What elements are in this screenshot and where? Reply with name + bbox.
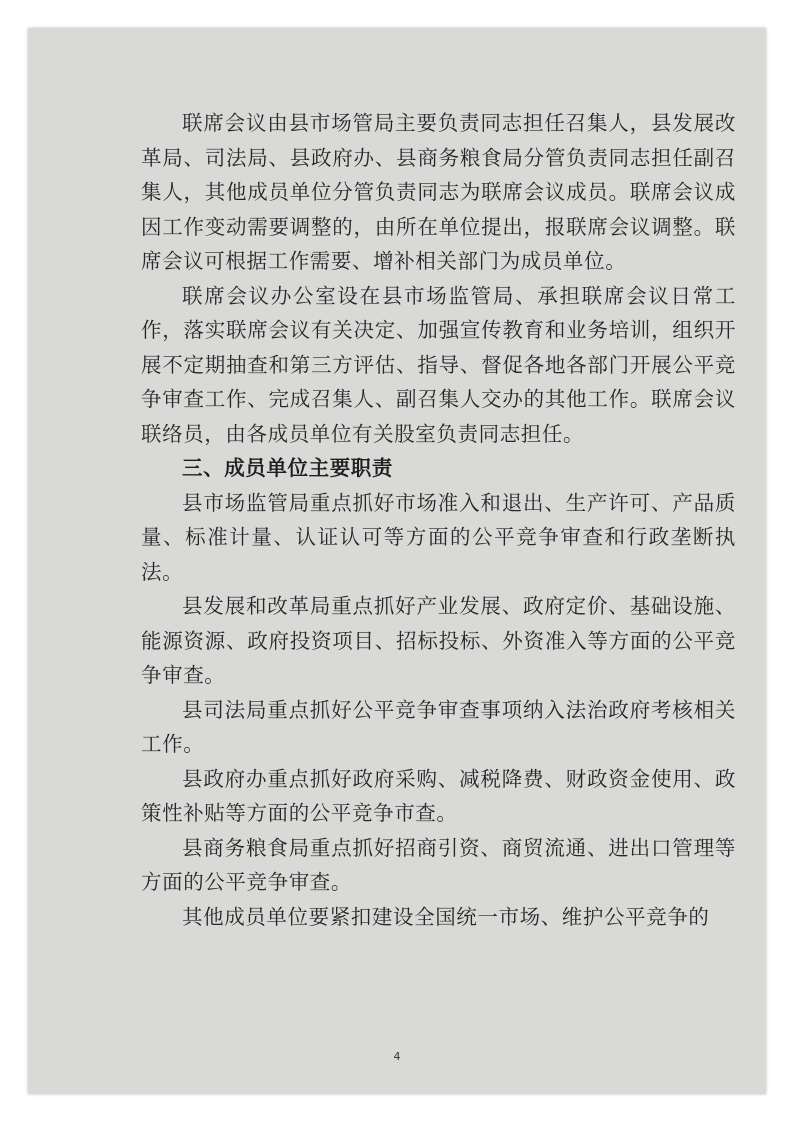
paragraph-office: 联席会议办公室设在县市场监管局、承担联席会议日常工作，落实联席会议有关决定、加强宣传教育和业务培训，组织开展不定期抽查和第三方评估、指导、督促各地各部门开展公平竞争审查工作、完成召集人、副召集人交办的其他工作。联席会议联络员，由各成员单位有关股室负责同志担任。 [141, 283, 736, 446]
paragraph-justice: 县司法局重点抓好公平竞争审查事项纳入法治政府考核相关工作。 [141, 697, 736, 756]
paragraph-development-reform: 县发展和改革局重点抓好产业发展、政府定价、基础设施、能源资源、政府投资项目、招标投标、外资准入等方面的公平竞争审查。 [141, 594, 736, 687]
paragraph-commerce-grain: 县商务粮食局重点抓好招商引资、商贸流通、进出口管理等方面的公平竞争审查。 [141, 835, 736, 894]
paragraph-government-office: 县政府办重点抓好政府采购、减税降费、财政资金使用、政策性补贴等方面的公平竞争市查。 [141, 766, 736, 825]
page-number: 4 [393, 1050, 401, 1063]
paragraph-convenor: 联席会议由县市场管局主要负责同志担任召集人，县发展改革局、司法局、县政府办、县商务粮食局分管负责同志担任副召集人，其他成员单位分管负责同志为联席会议成员。联席会议成因工作变动需要调整的，由所在单位提出，报联席会议调整。联席会议可根据工作需要、增补相关部门为成员单位。 [141, 111, 736, 273]
section-heading: 三、成员单位主要职责 [182, 456, 393, 480]
document-body [141, 106, 736, 934]
scanned-page [28, 28, 766, 1094]
paragraph-other-members: 其他成员单位要紧扣建设全国统一市场、维护公平竞争的 [182, 904, 710, 929]
paragraph-market-regulation: 县市场监管局重点抓好市场准入和退出、生产许可、产品质量、标准计量、认证认可等方面的公平竞争审查和行政垄断执法。 [141, 490, 736, 584]
